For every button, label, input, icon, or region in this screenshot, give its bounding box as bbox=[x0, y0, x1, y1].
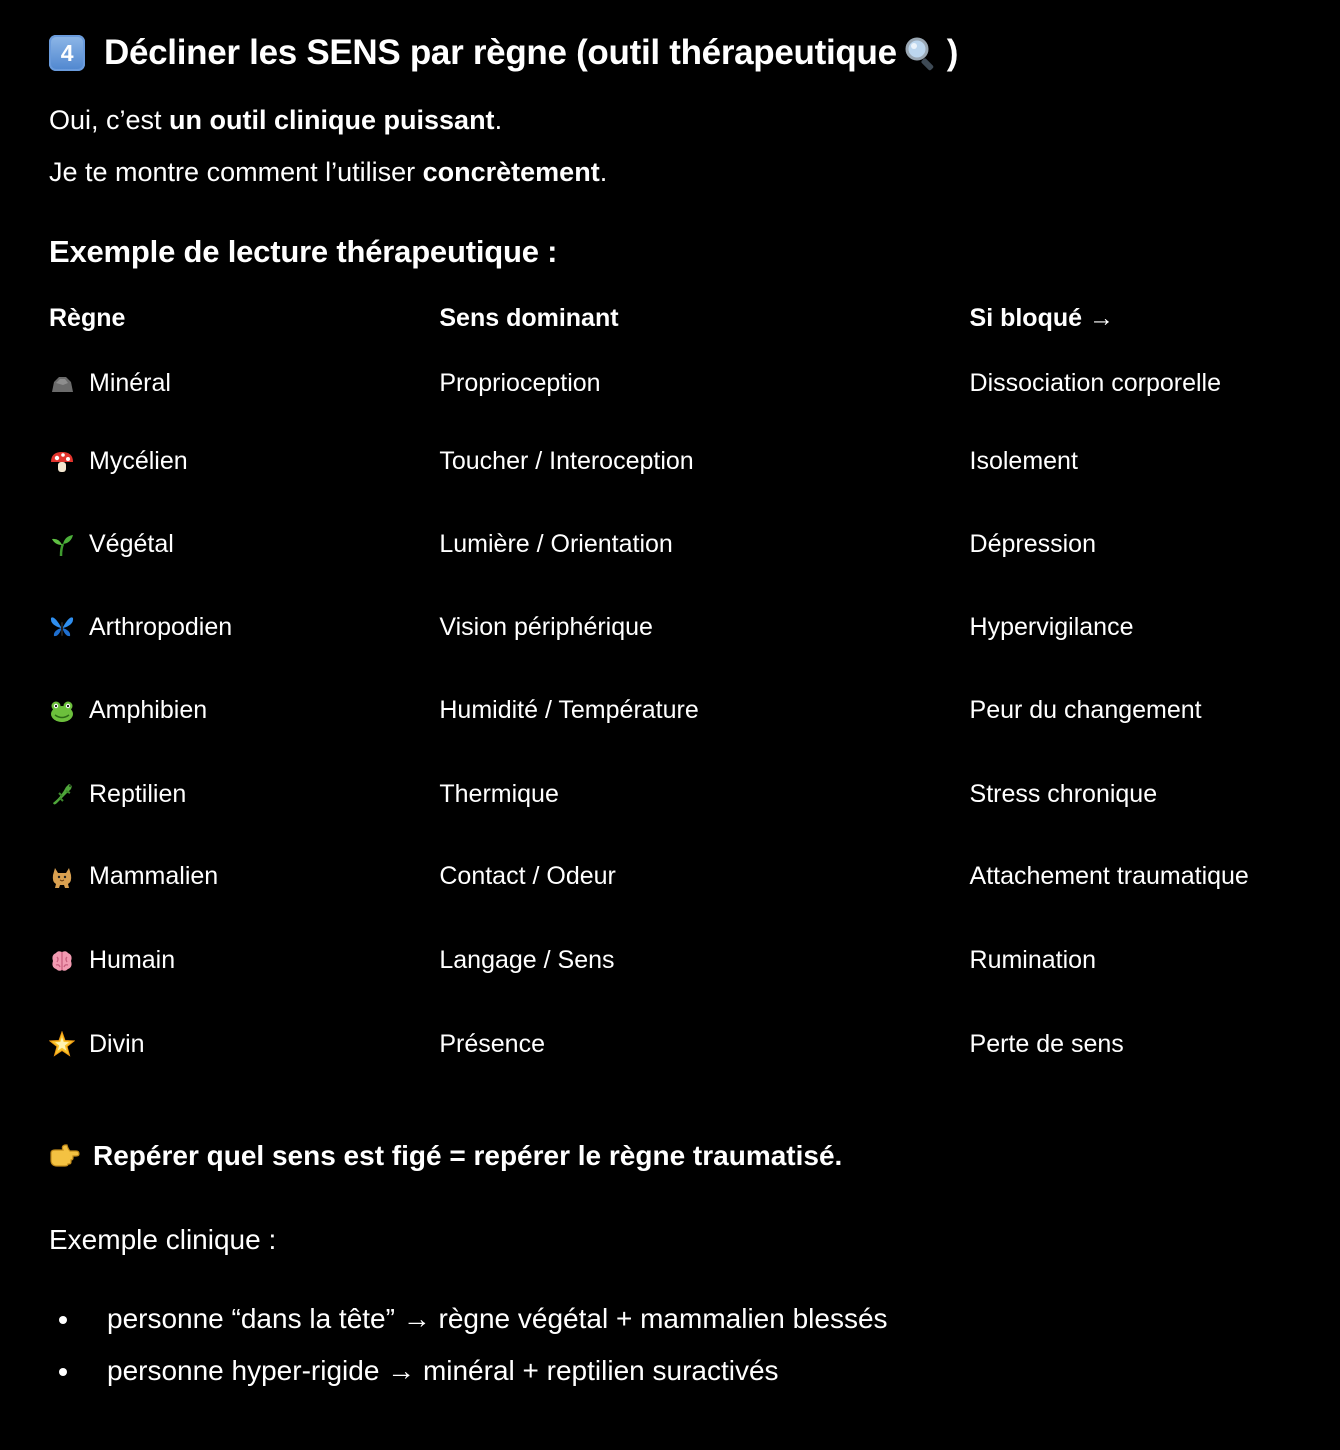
cell-bloque: Perte de sens bbox=[969, 1029, 1124, 1058]
brain-icon bbox=[49, 948, 75, 974]
table-row bbox=[49, 347, 1289, 420]
intro-line-2-bold: concrètement bbox=[422, 157, 600, 187]
cell-sens: Thermique bbox=[439, 779, 559, 808]
cell-sens: Présence bbox=[439, 1029, 545, 1058]
list-item-text: personne hyper-rigide → minéral + reptilien suractivés bbox=[107, 1355, 779, 1386]
page-title bbox=[49, 30, 1309, 76]
cell-bloque: Peur du changement bbox=[969, 696, 1202, 724]
cell-sens: Proprioception bbox=[439, 369, 601, 397]
cell-bloque: Hypervigilance bbox=[969, 612, 1134, 641]
cell-bloque: Isolement bbox=[969, 447, 1078, 475]
regne-label: Divin bbox=[89, 1029, 145, 1058]
cell-regne bbox=[49, 696, 439, 725]
cell-bloque: Rumination bbox=[969, 946, 1096, 974]
table-row bbox=[49, 753, 1289, 835]
cell-bloque: Dissociation corporelle bbox=[969, 369, 1222, 397]
cell-regne bbox=[49, 530, 439, 559]
bullet-dot bbox=[59, 1368, 67, 1376]
intro-line-1-bold: un outil clinique puissant bbox=[169, 105, 495, 135]
regne-label: Reptilien bbox=[89, 779, 187, 808]
header-sens: Sens dominant bbox=[439, 303, 619, 332]
document-body bbox=[49, 30, 1309, 1085]
table-row bbox=[49, 668, 1289, 753]
pointing-hand-icon bbox=[49, 1143, 81, 1169]
seedling-icon bbox=[49, 532, 75, 558]
cell-bloque: Attachement traumatique bbox=[969, 862, 1249, 890]
cell-sens: Langage / Sens bbox=[439, 946, 615, 974]
regne-label: Végétal bbox=[89, 530, 174, 558]
cell-sens: Contact / Odeur bbox=[439, 862, 616, 890]
example-list bbox=[49, 1296, 888, 1400]
list-item bbox=[49, 1348, 888, 1400]
regne-label: Mammalien bbox=[89, 862, 219, 890]
regne-label: Humain bbox=[89, 946, 176, 974]
butterfly-icon bbox=[49, 614, 75, 640]
rock-icon bbox=[49, 371, 75, 397]
header-bloque: Si bloqué → bbox=[969, 303, 1114, 332]
table-row bbox=[49, 918, 1289, 1003]
frog-icon bbox=[49, 698, 75, 724]
bullet-dot bbox=[59, 1316, 67, 1324]
intro-line-1 bbox=[49, 94, 1309, 146]
table-row bbox=[49, 420, 1289, 503]
keycap-number-icon: 4 bbox=[49, 35, 85, 71]
cell-sens: Lumière / Orientation bbox=[439, 530, 673, 558]
callout bbox=[49, 1132, 842, 1180]
cell-sens: Humidité / Température bbox=[439, 696, 699, 724]
table-row bbox=[49, 503, 1289, 586]
header-regne: Règne bbox=[49, 303, 126, 332]
intro-line-2-prefix: Je te montre comment l’utiliser bbox=[49, 157, 423, 187]
cell-regne bbox=[49, 946, 439, 975]
table-row bbox=[49, 1003, 1289, 1085]
cell-regne bbox=[49, 862, 439, 891]
regne-label: Mycélien bbox=[89, 447, 188, 475]
list-item-text: personne “dans la tête” → règne végétal + mammalien blessés bbox=[107, 1303, 888, 1334]
list-item bbox=[49, 1296, 888, 1348]
regne-table bbox=[49, 296, 1289, 1085]
intro-line-2 bbox=[49, 146, 1309, 198]
cell-regne bbox=[49, 613, 439, 642]
cell-regne bbox=[49, 369, 439, 398]
section-title: Exemple de lecture thérapeutique : bbox=[49, 234, 558, 269]
cell-sens: Vision périphérique bbox=[439, 612, 653, 641]
magnifying-glass-icon bbox=[903, 35, 939, 71]
star-icon bbox=[49, 1031, 75, 1057]
regne-label: Arthropodien bbox=[89, 612, 233, 641]
title-text: Décliner les SENS par règne (outil thérapeutique bbox=[104, 33, 897, 72]
intro-line-2-suffix: . bbox=[599, 157, 608, 187]
cell-regne bbox=[49, 447, 439, 476]
cell-bloque: Stress chronique bbox=[969, 779, 1158, 808]
regne-label: Amphibien bbox=[89, 696, 208, 724]
cell-sens: Toucher / Interoception bbox=[439, 447, 694, 475]
mushroom-icon bbox=[49, 449, 75, 475]
title-close: ) bbox=[946, 33, 959, 72]
callout-text: Repérer quel sens est figé = repérer le règne traumatisé. bbox=[93, 1140, 843, 1171]
table-row bbox=[49, 835, 1289, 918]
intro bbox=[49, 94, 1309, 198]
lizard-icon bbox=[49, 781, 75, 807]
cell-regne bbox=[49, 780, 439, 809]
cat-icon bbox=[49, 864, 75, 890]
table-header bbox=[49, 296, 1289, 340]
intro-line-1-prefix: Oui, c’est bbox=[49, 105, 170, 135]
table-row bbox=[49, 586, 1289, 668]
intro-line-1-suffix: . bbox=[494, 105, 503, 135]
cell-regne bbox=[49, 1030, 439, 1059]
regne-label: Minéral bbox=[89, 369, 171, 397]
table-body bbox=[49, 347, 1289, 1085]
example-label: Exemple clinique : bbox=[49, 1224, 277, 1255]
cell-bloque: Dépression bbox=[969, 530, 1096, 558]
